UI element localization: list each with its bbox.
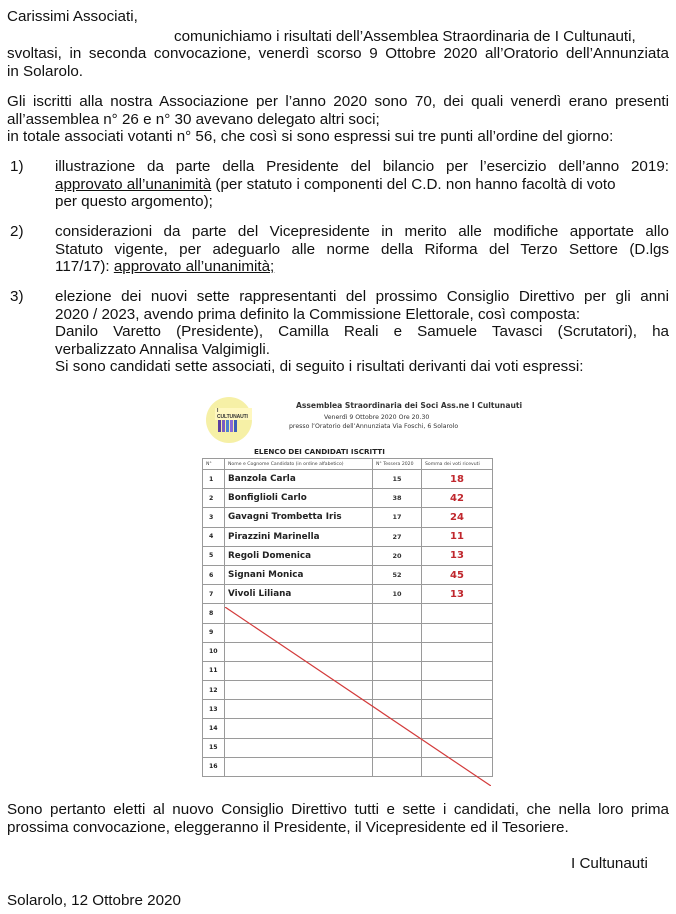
- table-row: [203, 719, 493, 738]
- candidates-table: [202, 458, 493, 777]
- row-number: 10: [203, 642, 225, 661]
- item-1-number: 1): [10, 158, 24, 175]
- item-2-line-3: [55, 258, 274, 275]
- tessera-number: [373, 623, 422, 642]
- candidate-name: Gavagni Trombetta Iris: [225, 508, 373, 527]
- item-3-number: 3): [10, 288, 24, 305]
- candidate-name: [225, 738, 373, 757]
- candidate-name: [225, 623, 373, 642]
- item-3-line-4: verbalizzato Annalisa Valgimigli.: [55, 341, 270, 358]
- votes-count: 42: [422, 489, 493, 508]
- table-header-row: [203, 459, 493, 470]
- row-number: 2: [203, 489, 225, 508]
- header-tessera: N° Tessera 2020: [373, 459, 422, 470]
- votes-count: [422, 642, 493, 661]
- row-number: 7: [203, 585, 225, 604]
- item-2-line-3-pre: 117/17):: [55, 258, 114, 275]
- table-row: [203, 623, 493, 642]
- tessera-number: 27: [373, 527, 422, 546]
- tessera-number: [373, 738, 422, 757]
- item-2-number: 2): [10, 223, 24, 240]
- paragraph-2-line-1: Gli iscritti alla nostra Associazione per l’anno 2020 sono 70, dei quali venerdì erano presenti: [7, 93, 669, 110]
- row-number: 8: [203, 604, 225, 623]
- tessera-number: [373, 700, 422, 719]
- form-subtitle-date: Venerdì 9 Ottobre 2020 Ore 20.30: [324, 414, 430, 421]
- votes-count: 45: [422, 565, 493, 584]
- votes-count: [422, 623, 493, 642]
- header-number: N°: [203, 459, 225, 470]
- item-1-approval: approvato all’unanimità: [55, 176, 212, 193]
- votes-count: [422, 757, 493, 776]
- tessera-number: [373, 681, 422, 700]
- tessera-number: [373, 661, 422, 680]
- item-1-line-1: illustrazione da parte della Presidente del bilancio per l’esercizio dell’anno 2019:: [55, 158, 669, 175]
- item-1-line-2: [55, 176, 669, 193]
- item-3-line-3: Danilo Varetto (Presidente), Camilla Reali e Samuele Tavasci (Scrutatori), ha: [55, 323, 669, 340]
- votes-count: [422, 604, 493, 623]
- row-number: 16: [203, 757, 225, 776]
- closing-line-2: prossima convocazione, eleggeranno il Presidente, il Vicepresidente ed il Tesoriere.: [7, 819, 569, 836]
- tessera-number: 38: [373, 489, 422, 508]
- candidate-name: Bonfiglioli Carlo: [225, 489, 373, 508]
- place-and-date: Solarolo, 12 Ottobre 2020: [7, 892, 181, 909]
- row-number: 14: [203, 719, 225, 738]
- tessera-number: [373, 757, 422, 776]
- candidates-list-title: ELENCO DEI CANDIDATI ISCRITTI: [254, 447, 385, 456]
- candidate-name: [225, 604, 373, 623]
- form-subtitle-place: presso l’Oratorio dell’Annunziata Via Foschi, 6 Solarolo: [289, 423, 459, 430]
- table-row: [203, 700, 493, 719]
- election-results-form: [201, 392, 523, 792]
- candidate-name: [225, 661, 373, 680]
- closing-line-1: Sono pertanto eletti al nuovo Consiglio Direttivo tutti e sette i candidati, che nella loro prima: [7, 801, 669, 818]
- row-number: 5: [203, 546, 225, 565]
- candidate-name: Signani Monica: [225, 565, 373, 584]
- candidate-name: Vivoli Liliana: [225, 585, 373, 604]
- votes-count: 13: [422, 546, 493, 565]
- candidate-name: [225, 757, 373, 776]
- paragraph-2-line-2: all’assemblea n° 26 e n° 30 avevano delegato altri soci;: [7, 111, 380, 128]
- tessera-number: [373, 642, 422, 661]
- votes-count: [422, 661, 493, 680]
- cultunauti-logo: [206, 397, 252, 443]
- tessera-number: 15: [373, 470, 422, 489]
- candidate-name: Pirazzini Marinella: [225, 527, 373, 546]
- votes-count: 11: [422, 527, 493, 546]
- votes-count: [422, 681, 493, 700]
- row-number: 15: [203, 738, 225, 757]
- header-votes: Somma dei voti ricevuti: [422, 459, 493, 470]
- row-number: 6: [203, 565, 225, 584]
- table-row: [203, 681, 493, 700]
- row-number: 3: [203, 508, 225, 527]
- item-1-line-3: per questo argomento);: [55, 193, 213, 210]
- table-row: [203, 470, 493, 489]
- row-number: 13: [203, 700, 225, 719]
- table-row: [203, 642, 493, 661]
- votes-count: [422, 738, 493, 757]
- table-row: [203, 546, 493, 565]
- table-row: [203, 527, 493, 546]
- item-3-line-5: Si sono candidati sette associati, di seguito i risultati derivanti dai voti espressi:: [55, 358, 584, 375]
- candidate-name: [225, 719, 373, 738]
- votes-count: 24: [422, 508, 493, 527]
- candidate-name: Regoli Domenica: [225, 546, 373, 565]
- tessera-number: 52: [373, 565, 422, 584]
- paragraph-1-line-1: comunichiamo i risultati dell’Assemblea Straordinaria de I Cultunauti,: [174, 28, 636, 45]
- signature: I Cultunauti: [571, 855, 648, 872]
- candidate-name: [225, 642, 373, 661]
- table-row: [203, 508, 493, 527]
- row-number: 1: [203, 470, 225, 489]
- row-number: 9: [203, 623, 225, 642]
- candidate-name: [225, 681, 373, 700]
- tessera-number: [373, 604, 422, 623]
- item-3-line-2: 2020 / 2023, avendo prima definito la Commissione Elettorale, così composta:: [55, 306, 581, 323]
- candidate-name: Banzola Carla: [225, 470, 373, 489]
- table-row: [203, 565, 493, 584]
- tessera-number: [373, 719, 422, 738]
- table-row: [203, 738, 493, 757]
- table-row: [203, 489, 493, 508]
- table-row: [203, 585, 493, 604]
- tessera-number: 20: [373, 546, 422, 565]
- row-number: 4: [203, 527, 225, 546]
- paragraph-2-line-3: in totale associati votanti n° 56, che così si sono espressi sui tre punti all’ordine del giorno:: [7, 128, 614, 145]
- tessera-number: 17: [373, 508, 422, 527]
- votes-count: 13: [422, 585, 493, 604]
- votes-count: 18: [422, 470, 493, 489]
- item-2-line-2: Statuto vigente, per adeguarlo alle norme della Riforma del Terzo Settore (D.lgs: [55, 241, 669, 258]
- tessera-number: 10: [373, 585, 422, 604]
- item-2-line-1: considerazioni da parte del Vicepresidente in merito alle modifiche apportate allo: [55, 223, 669, 240]
- salutation: Carissimi Associati,: [7, 8, 138, 25]
- item-3-line-1: elezione dei nuovi sette rappresentanti del prossimo Consiglio Direttivo per gli anni: [55, 288, 669, 305]
- row-number: 11: [203, 661, 225, 680]
- form-title: Assemblea Straordinaria dei Soci Ass.ne I Cultunauti: [296, 401, 523, 410]
- header-name: Nome e Cognome Candidato (in ordine alfabetico): [225, 459, 373, 470]
- table-row: [203, 757, 493, 776]
- votes-count: [422, 719, 493, 738]
- item-1-line-2-rest: (per statuto i componenti del C.D. non hanno facoltà di voto: [211, 176, 616, 193]
- paragraph-1-line-3: in Solarolo.: [7, 63, 83, 80]
- item-2-approval: approvato all’unanimità;: [113, 258, 275, 275]
- table-row: [203, 604, 493, 623]
- row-number: 12: [203, 681, 225, 700]
- logo-text: I CULTUNAUTI: [215, 408, 252, 420]
- votes-count: [422, 700, 493, 719]
- table-row: [203, 661, 493, 680]
- candidate-name: [225, 700, 373, 719]
- paragraph-1-line-2: svoltasi, in seconda convocazione, venerdì scorso 9 Ottobre 2020 all’Oratorio dell’Annunziata: [7, 45, 669, 62]
